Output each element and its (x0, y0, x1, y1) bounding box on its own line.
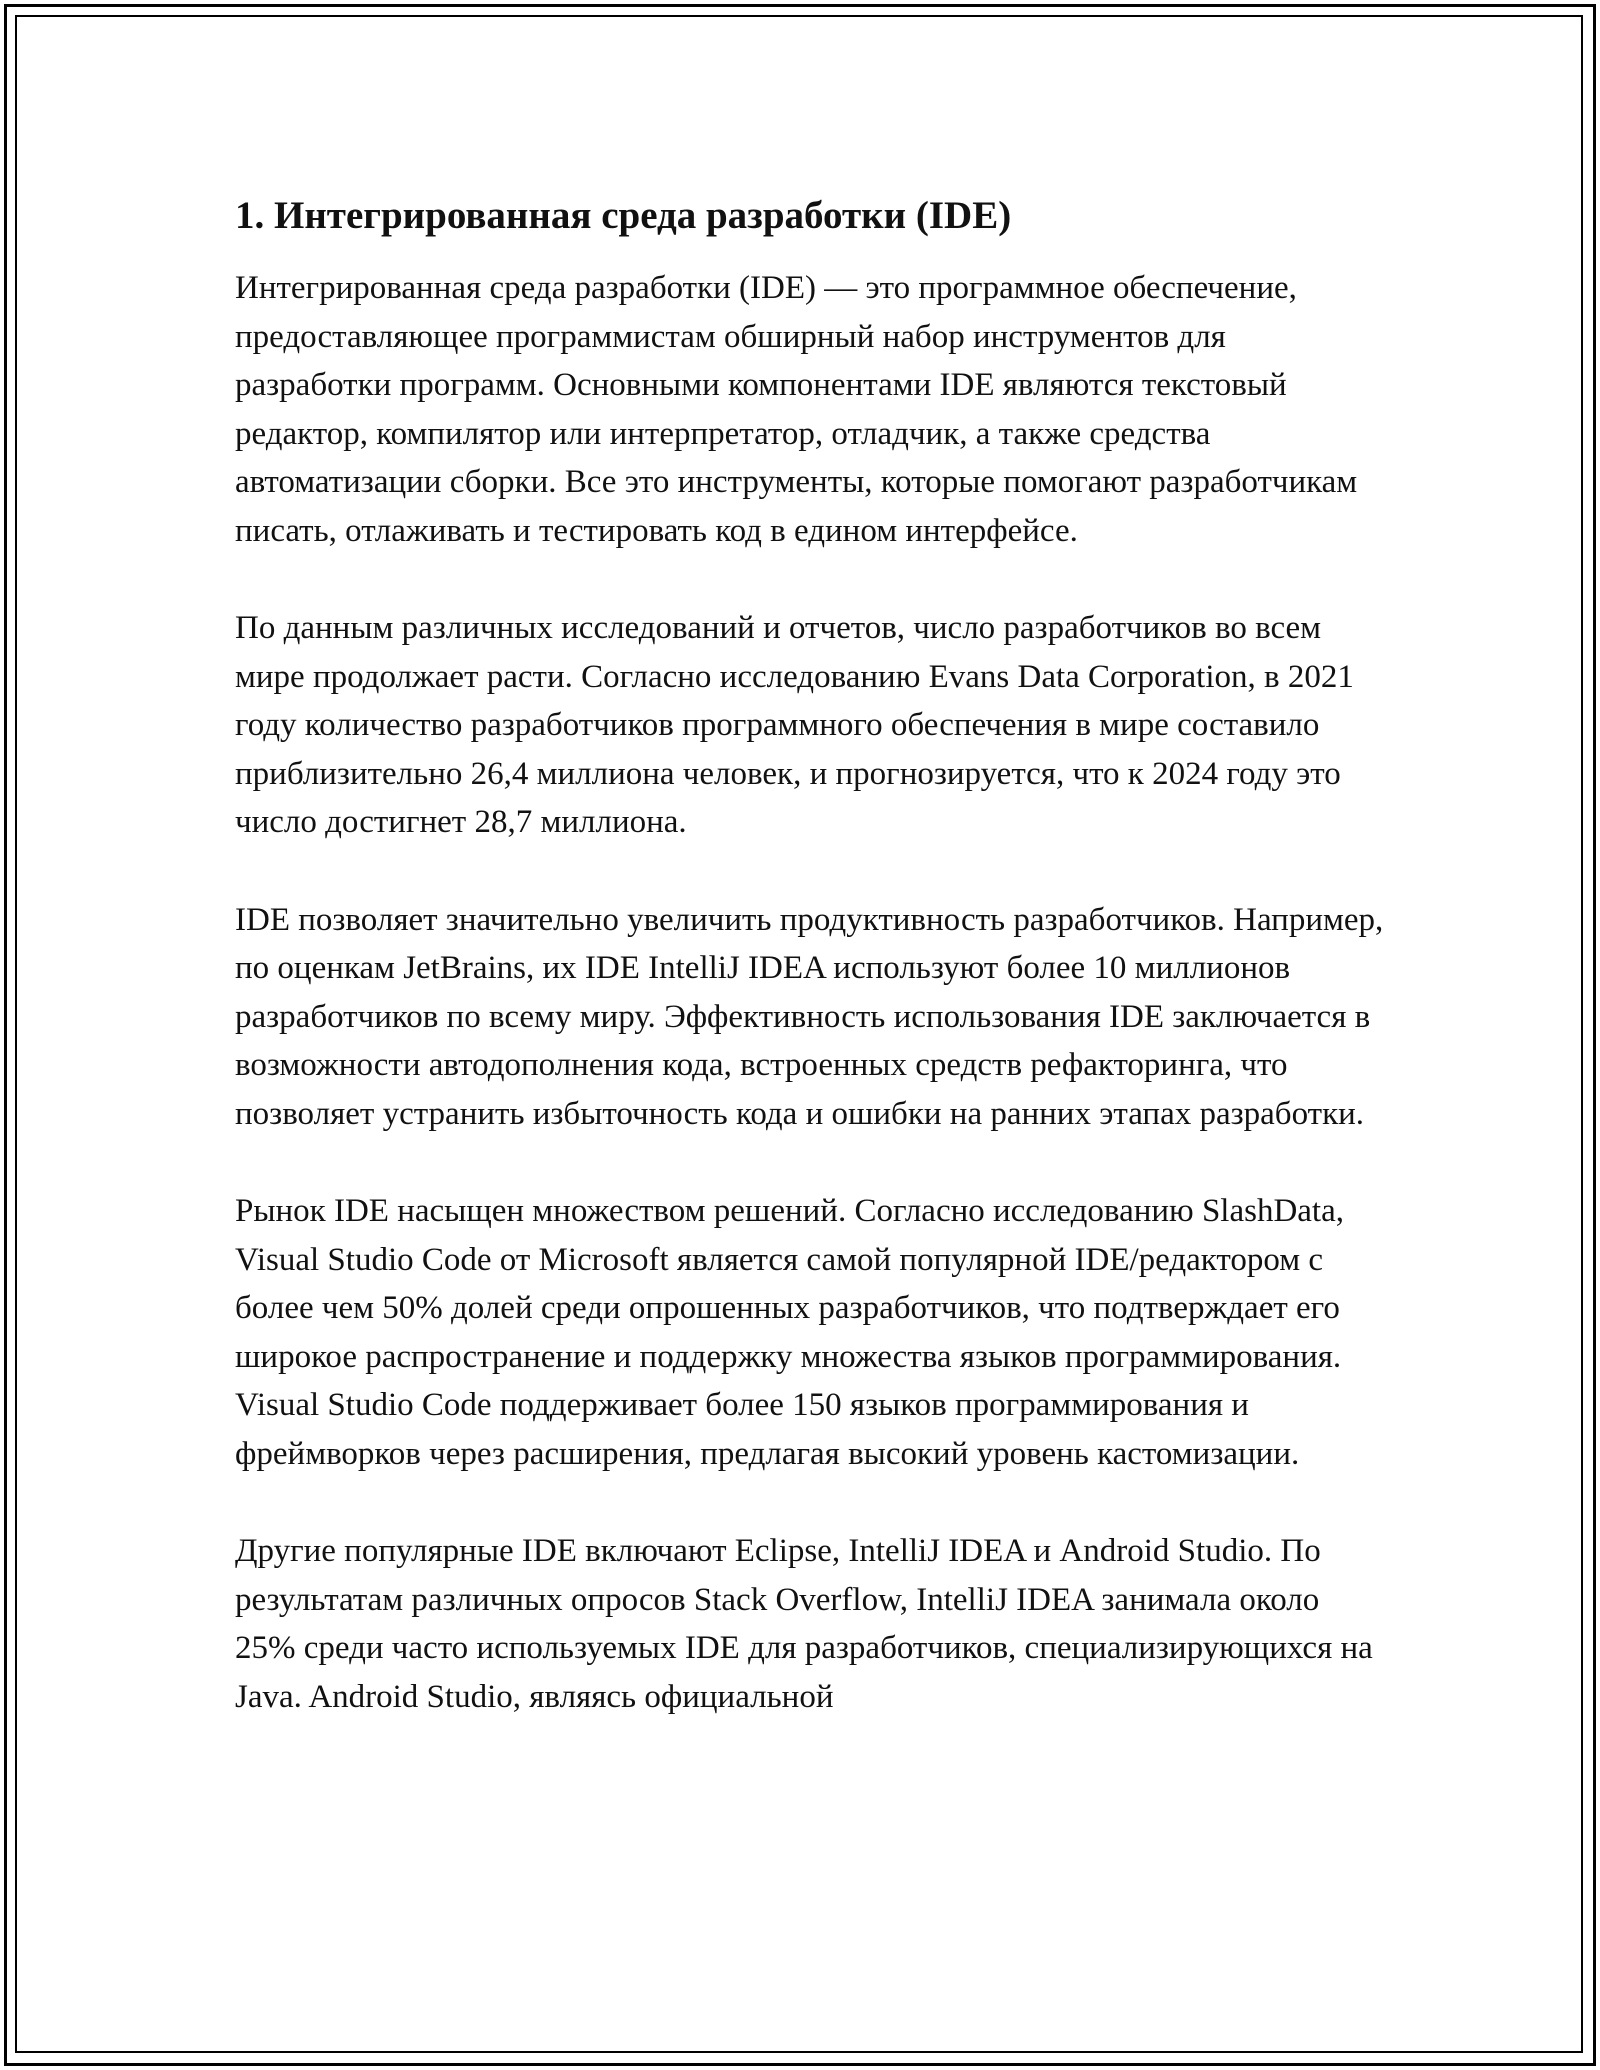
section-heading: 1. Интегрированная среда разработки (IDE) (235, 194, 1012, 237)
paragraph-developer-statistics: По данным различных исследований и отчетов, число разработчиков во всем мире продолжает расти. Согласно исследованию Evans Data Corporation, в 2021 году количество разработчиков программного обеспечения в мире составило приблизительно 26,4 миллиона человек, и прогнозируется, что к 2024 году это число достигнет 28,7 миллиона. (235, 610, 1354, 840)
paragraph-productivity: IDE позволяет значительно увеличить продуктивность разработчиков. Например, по оценкам JetBrains, их IDE IntelliJ IDEA используют более 10 миллионов разработчиков по всему миру. Эффективность использования IDE заключается в возможности автодополнения кода, встроенных средств рефакторинга, что позволяет устранить избыточность кода и ошибки на ранних этапах разработки. (235, 901, 1384, 1132)
paragraph-ide-definition: Интегрированная среда разработки (IDE) — это программное обеспечение, предоставляющее программистам обширный набор инструментов для разработки программ. Основными компонентами IDE являются текстовый редактор, компилятор или интерпретатор, отладчик, а также средства автоматизации сборки. Все это инструменты, которые помогают разработчикам писать, отлаживать и тестировать код в едином интерфейсе. (235, 270, 1358, 549)
document-page (235, 190, 1385, 1770)
paragraph-market: Рынок IDE насыщен множеством решений. Согласно исследованию SlashData, Visual Studio Code от Microsoft является самой популярной IDE/редактором с более чем 50% долей среди опрошенных разработчиков, что подтверждает его широкое распространение и поддержку множества языков программирования. Visual Studio Code поддерживает более 150 языков программирования и фреймворков через расширения, предлагая высокий уровень кастомизации. (235, 1193, 1344, 1472)
paragraph-other-ides: Другие популярные IDE включают Eclipse, IntelliJ IDEA и Android Studio. По результатам различных опросов Stack Overflow, IntelliJ IDEA занимала около 25% среди часто используемых IDE для разработчиков, специализирующихся на Java. Android Studio, являясь официальной (235, 1533, 1373, 1715)
